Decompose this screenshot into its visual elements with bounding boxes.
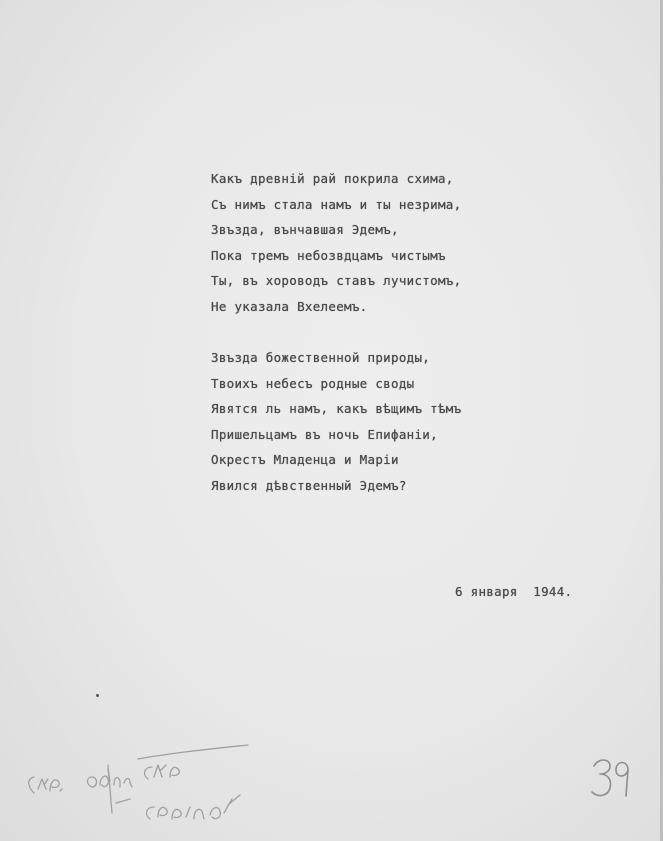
poem-line: Пришельцамъ въ ночь Епифаніи, xyxy=(211,426,438,442)
poem-line: Ты, въ хороводъ ставъ лучистомъ, xyxy=(211,273,462,288)
handwritten-page-number xyxy=(588,752,638,804)
ink-dot xyxy=(96,694,99,697)
stanza-2 xyxy=(211,345,461,498)
handwritten-pencil-note xyxy=(20,735,260,835)
poem xyxy=(211,166,461,498)
poem-line: Не указала Вхелеемъ. xyxy=(211,298,368,314)
stanza-1 xyxy=(211,166,461,319)
poem-line: Твоихъ небесъ родные своды xyxy=(211,375,415,391)
poem-line: Съ нимъ стала намъ и ты незрима, xyxy=(211,196,462,212)
poem-line: Звъзда, вънчавшая Эдемъ, xyxy=(211,222,399,237)
poem-line: Какъ древній рай покрила схима, xyxy=(211,171,454,186)
poem-line: Звъзда божественной природы, xyxy=(211,350,431,365)
date-line: 6 января 1944. xyxy=(455,584,573,599)
poem-line: Явился дѣвственный Эдемъ? xyxy=(211,477,407,493)
poem-line: Окрестъ Младенца и Маріи xyxy=(211,452,399,467)
poem-line: Явятся ль намъ, какъ вѣщимъ тѣмъ xyxy=(211,401,462,416)
poem-line: Пока тремъ небозвдцамъ чистымъ xyxy=(211,247,446,263)
